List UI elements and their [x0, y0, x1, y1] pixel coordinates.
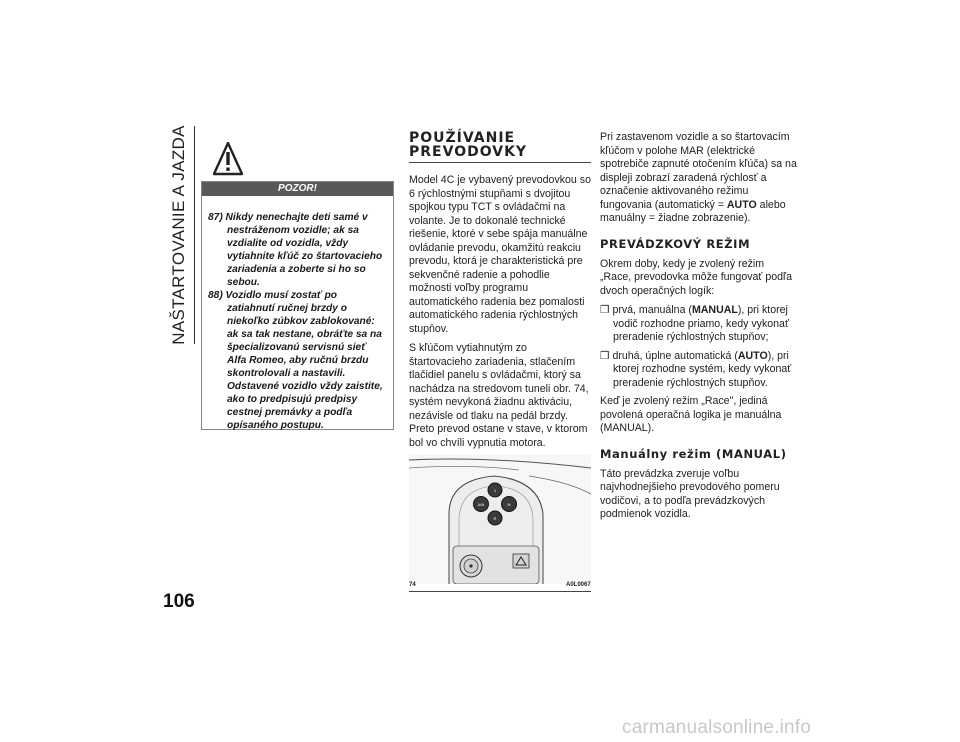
- figure-gear-panel: [409, 454, 591, 584]
- right-column: [600, 128, 798, 528]
- paragraph: Táto prevádzka zveruje voľbu najvhodnejšieho prevodového pomeru vodičovi, a to podľa prevádzkových podmienok vozidla.: [600, 467, 780, 520]
- warning-item: 88) Vozidlo musí zostať po zatiahnutí ručnej brzdy o niekoľko zúbkov zablokované: ak sa tak nestane, obráťte sa na špecializovanú servisnú sieť Alfa Romeo, aby ručnú brzdu skontrolovali a nastavili. Odstavené vozidlo vždy zaistite, ako to predpisujú predpisy cestnej premávky a podľa opísaného postupu.: [208, 290, 383, 431]
- page-number: 106: [163, 591, 195, 612]
- paragraph: Keď je zvolený režim „Race", jediná povolená operačná logika je manuálna (MANUAL).: [600, 395, 782, 434]
- text-run: alebo manuálny = žiadne zobrazenie).: [600, 198, 786, 224]
- subheading-mode: PREVÁDZKOVÝ REŽIM: [600, 236, 751, 251]
- text-run: ), pri ktorej vodič rozhodne priamo, kedy vykonať preradenie rýchlostných stupňov;: [613, 304, 789, 343]
- side-divider: [194, 126, 195, 344]
- paragraph: Model 4C je vybavený prevodovkou so 6 rýchlostnými stupňami s dvojitou spojkou typu TCT s ovládačmi na volante. Je to dokonalé technické riešenie, ktoré v sebe spája manuálne ovládanie prevodu, okamžitú reakciu prevodu, ktorá je charakteristická pre sekvenčné radenie a pohodlie možnosti voľby programu automatického radenia bez pomalosti automatického radenia rýchlostných stupňov.: [409, 174, 591, 335]
- warning-title: POZOR!: [202, 182, 393, 196]
- list-item: [600, 350, 798, 391]
- keyword-auto: AUTO: [726, 198, 757, 211]
- paragraph: [600, 131, 798, 226]
- text-run: ), pri ktorej rozhodne systém, kedy vykonať preradenie rýchlostných stupňov.: [613, 349, 792, 389]
- figure-number: 74: [409, 582, 416, 588]
- keyword-auto: AUTO: [737, 349, 768, 362]
- section-heading: POUŽÍVANIE PREVODOVKY: [409, 131, 591, 163]
- warning-item: 87) Nikdy nenechajte deti samé v nestráženom vozidle; ak sa vzdialite od vozidla, vždy vytiahnite kľúč zo štartovacieho zariadenia a zoberte si ho so sebou.: [208, 212, 383, 288]
- gear-button-label: 1: [493, 488, 497, 493]
- gear-button-label: R: [493, 516, 497, 521]
- paragraph: S kľúčom vytiahnutým zo štartovacieho zariadenia, stlačením tlačidiel panelu s ovládačmi, ktorý sa nachádza na stredovom tuneli obr. 74, systém nevykoná žiadnu aktiváciu, nezávisle od tlaku na pedál brzdy. Preto prevod ostane v stave, v ktorom bol vo chvíli vypnutia motora.: [409, 342, 589, 449]
- warning-box: [201, 181, 394, 430]
- figure-rule: [409, 591, 591, 592]
- text-run: Pri zastavenom vozidle a so štartovacím kľúčom v polohe MAR (elektrické spotrebiče zapnuté otočením kľúča) sa na displeji zobrazí zaradená rýchlosť a označenie aktivovaného režimu fungovania (automatický =: [600, 131, 797, 211]
- warning-list: [202, 196, 393, 432]
- middle-column: [409, 128, 591, 456]
- list-item: [600, 304, 798, 345]
- subheading-manual: Manuálny režim (MANUAL): [600, 446, 787, 461]
- warning-triangle-icon: [213, 142, 243, 176]
- text-run: ❒ druhá, úplne automatická (: [600, 349, 738, 362]
- watermark-text: carmanualsonline.info: [622, 717, 812, 738]
- figure-code: A0L0067: [566, 582, 591, 588]
- gear-button-label: A/M: [477, 503, 485, 507]
- text-run: ❒ prvá, manuálna (: [600, 304, 692, 316]
- section-side-title: NAŠTARTOVANIE A JAZDA: [169, 125, 188, 345]
- paragraph: Okrem doby, kedy je zvolený režim „Race, prevodovka môže fungovať podľa dvoch operačných logík:: [600, 257, 792, 297]
- gear-button-label: N: [507, 502, 511, 507]
- keyword-manual: MANUAL: [691, 304, 738, 316]
